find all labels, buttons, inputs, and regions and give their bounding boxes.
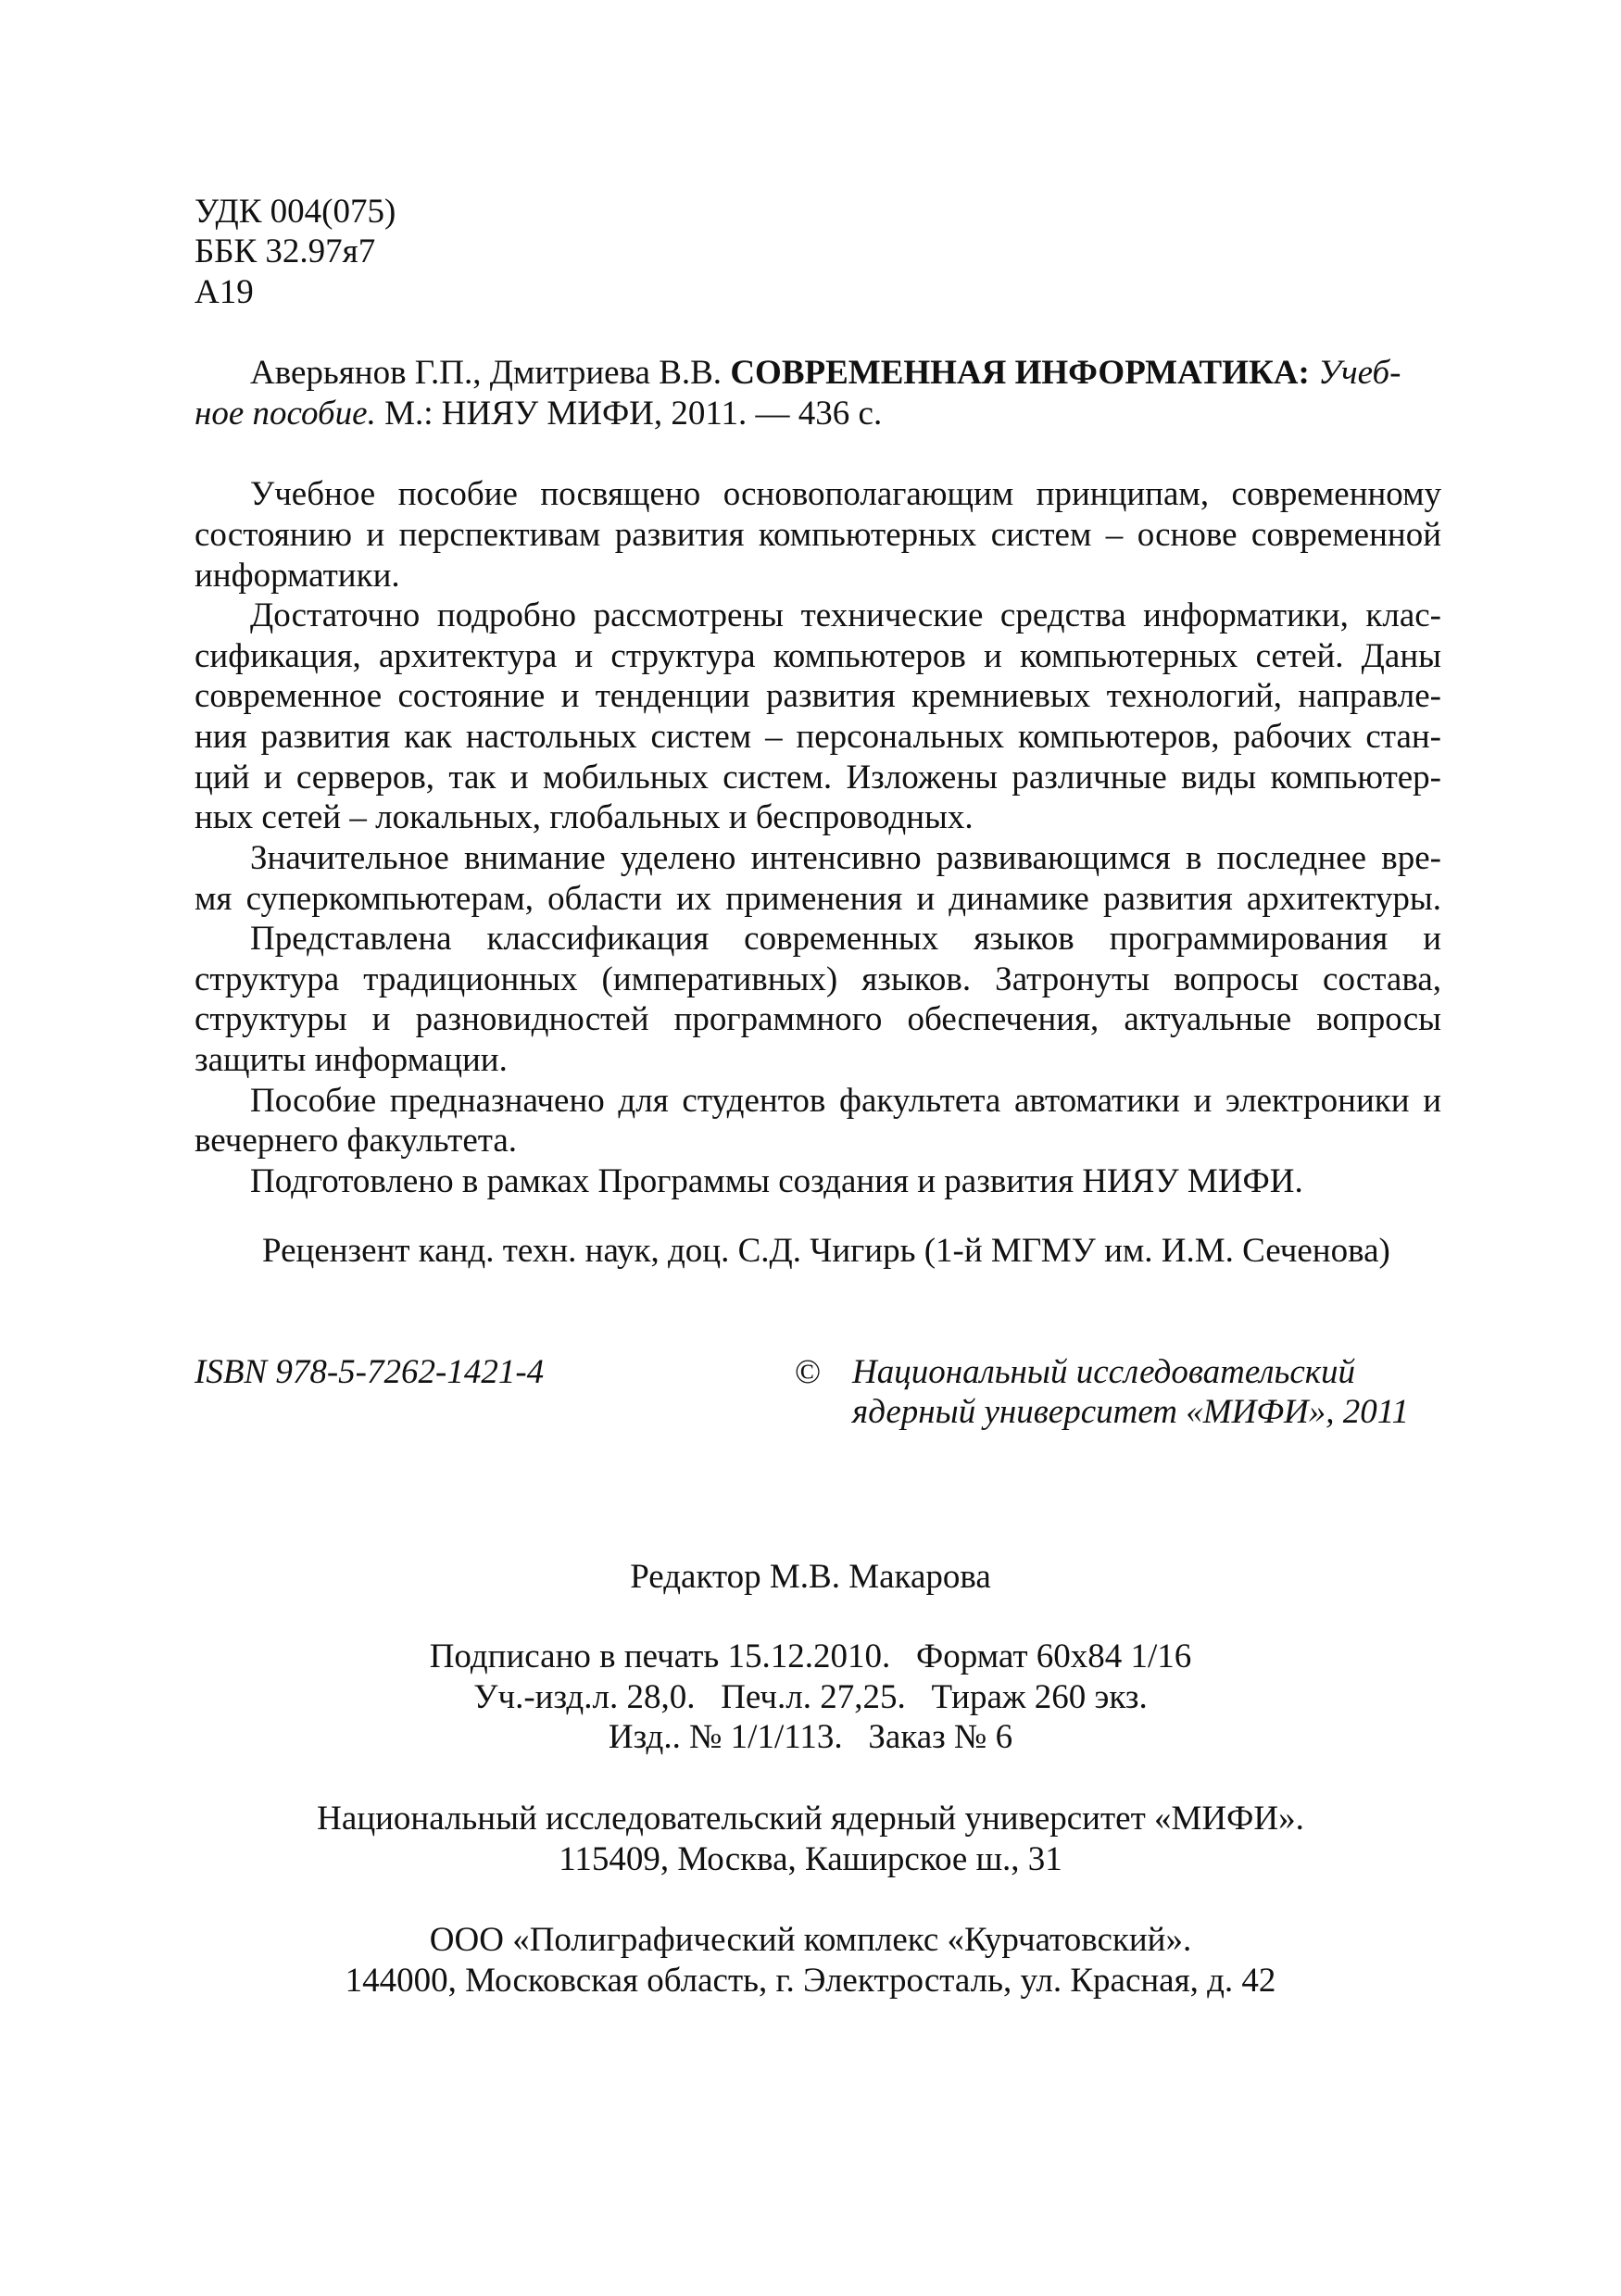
university-name: Национальный исследовательский ядерный университет «МИФИ».	[317, 1800, 1304, 1838]
printer-address: 144000, Московская область, г. Электросталь, ул. Красная, д. 42	[345, 1962, 1276, 2000]
print-details-line-1: Подписано в печать 15.12.2010. Формат 60х84 1/16	[429, 1637, 1192, 1675]
editor: Редактор М.В. Макарова	[630, 1558, 991, 1596]
abstract-line: вечернего факультета.	[195, 1122, 518, 1160]
udk-code: УДК 004(075)	[195, 193, 396, 231]
isbn: ISBN 978-5-7262-1421-4	[195, 1353, 545, 1391]
author-sign: А19	[195, 273, 254, 311]
print-details-line-3: Изд.. № 1/1/113. Заказ № 6	[608, 1718, 1013, 1756]
university-address: 115409, Москва, Каширское ш., 31	[559, 1840, 1062, 1878]
copyright-symbol: ©	[795, 1353, 822, 1391]
abstract-line: Достаточно подробно рассмотрены технические средства информатики, клас-	[250, 596, 1441, 634]
book-title: СОВРЕМЕННАЯ ИНФОРМАТИКА:	[730, 354, 1310, 392]
bibliographic-line-1	[250, 356, 1401, 390]
copyright-holder-line-2: ядерный университет «МИФИ», 2011	[852, 1393, 1410, 1431]
abstract-line: Значительное внимание уделено интенсивно развивающимся в последнее вре-	[250, 839, 1441, 877]
abstract-line: ций и серверов, так и мобильных систем. Изложены различные виды компьютер-	[195, 759, 1441, 797]
abstract-line: Пособие предназначено для студентов факультета автоматики и электроники и	[250, 1082, 1441, 1120]
abstract-line: Учебное пособие посвящено основополагающим принципам, современному	[250, 475, 1441, 513]
abstract-line: информатики.	[195, 557, 400, 595]
abstract-line: Представлена классификация современных языков программирования и	[250, 920, 1441, 958]
copyright-holder-line-1: Национальный исследовательский	[852, 1353, 1356, 1391]
abstract-line: сификация, архитектура и структура компьютеров и компьютерных сетей. Даны	[195, 637, 1441, 675]
abstract-line: ния развития как настольных систем – персональных компьютеров, рабочих стан-	[195, 718, 1441, 756]
printer-name: ООО «Полиграфический комплекс «Курчатовский».	[429, 1921, 1192, 1959]
abstract-line: защиты информации.	[195, 1041, 508, 1079]
print-details-line-2: Уч.-изд.л. 28,0. Печ.л. 27,25. Тираж 260 экз.	[473, 1678, 1148, 1716]
bibliographic-line-2	[195, 396, 882, 431]
abstract-line: структура традиционных (императивных) языков. Затронуты вопросы состава,	[195, 960, 1441, 998]
bbk-code: ББК 32.97я7	[195, 232, 376, 270]
genre-part2: ное пособие.	[195, 395, 376, 433]
genre-part1: Учеб-	[1318, 354, 1401, 392]
abstract-line: ных сетей – локальных, глобальных и беспроводных.	[195, 798, 974, 836]
publisher: М.: НИЯУ МИФИ, 2011. — 436 с.	[384, 395, 883, 433]
authors: Аверьянов Г.П., Дмитриева В.В.	[250, 354, 723, 392]
abstract-line: современное состояние и тенденции развития кремниевых технологий, направле-	[195, 677, 1441, 715]
abstract-line: структуры и разновидностей программного обеспечения, актуальные вопросы	[195, 1000, 1441, 1038]
abstract-line: мя суперкомпьютерам, области их применения и динамике развития архитектуры.	[195, 880, 1441, 918]
abstract-line: Подготовлено в рамках Программы создания и развития НИЯУ МИФИ.	[250, 1162, 1303, 1200]
reviewer: Рецензент канд. техн. наук, доц. С.Д. Чигирь (1-й МГМУ им. И.М. Сеченова)	[262, 1232, 1390, 1270]
abstract-line: состоянию и перспективам развития компьютерных систем – основе современной	[195, 516, 1441, 554]
